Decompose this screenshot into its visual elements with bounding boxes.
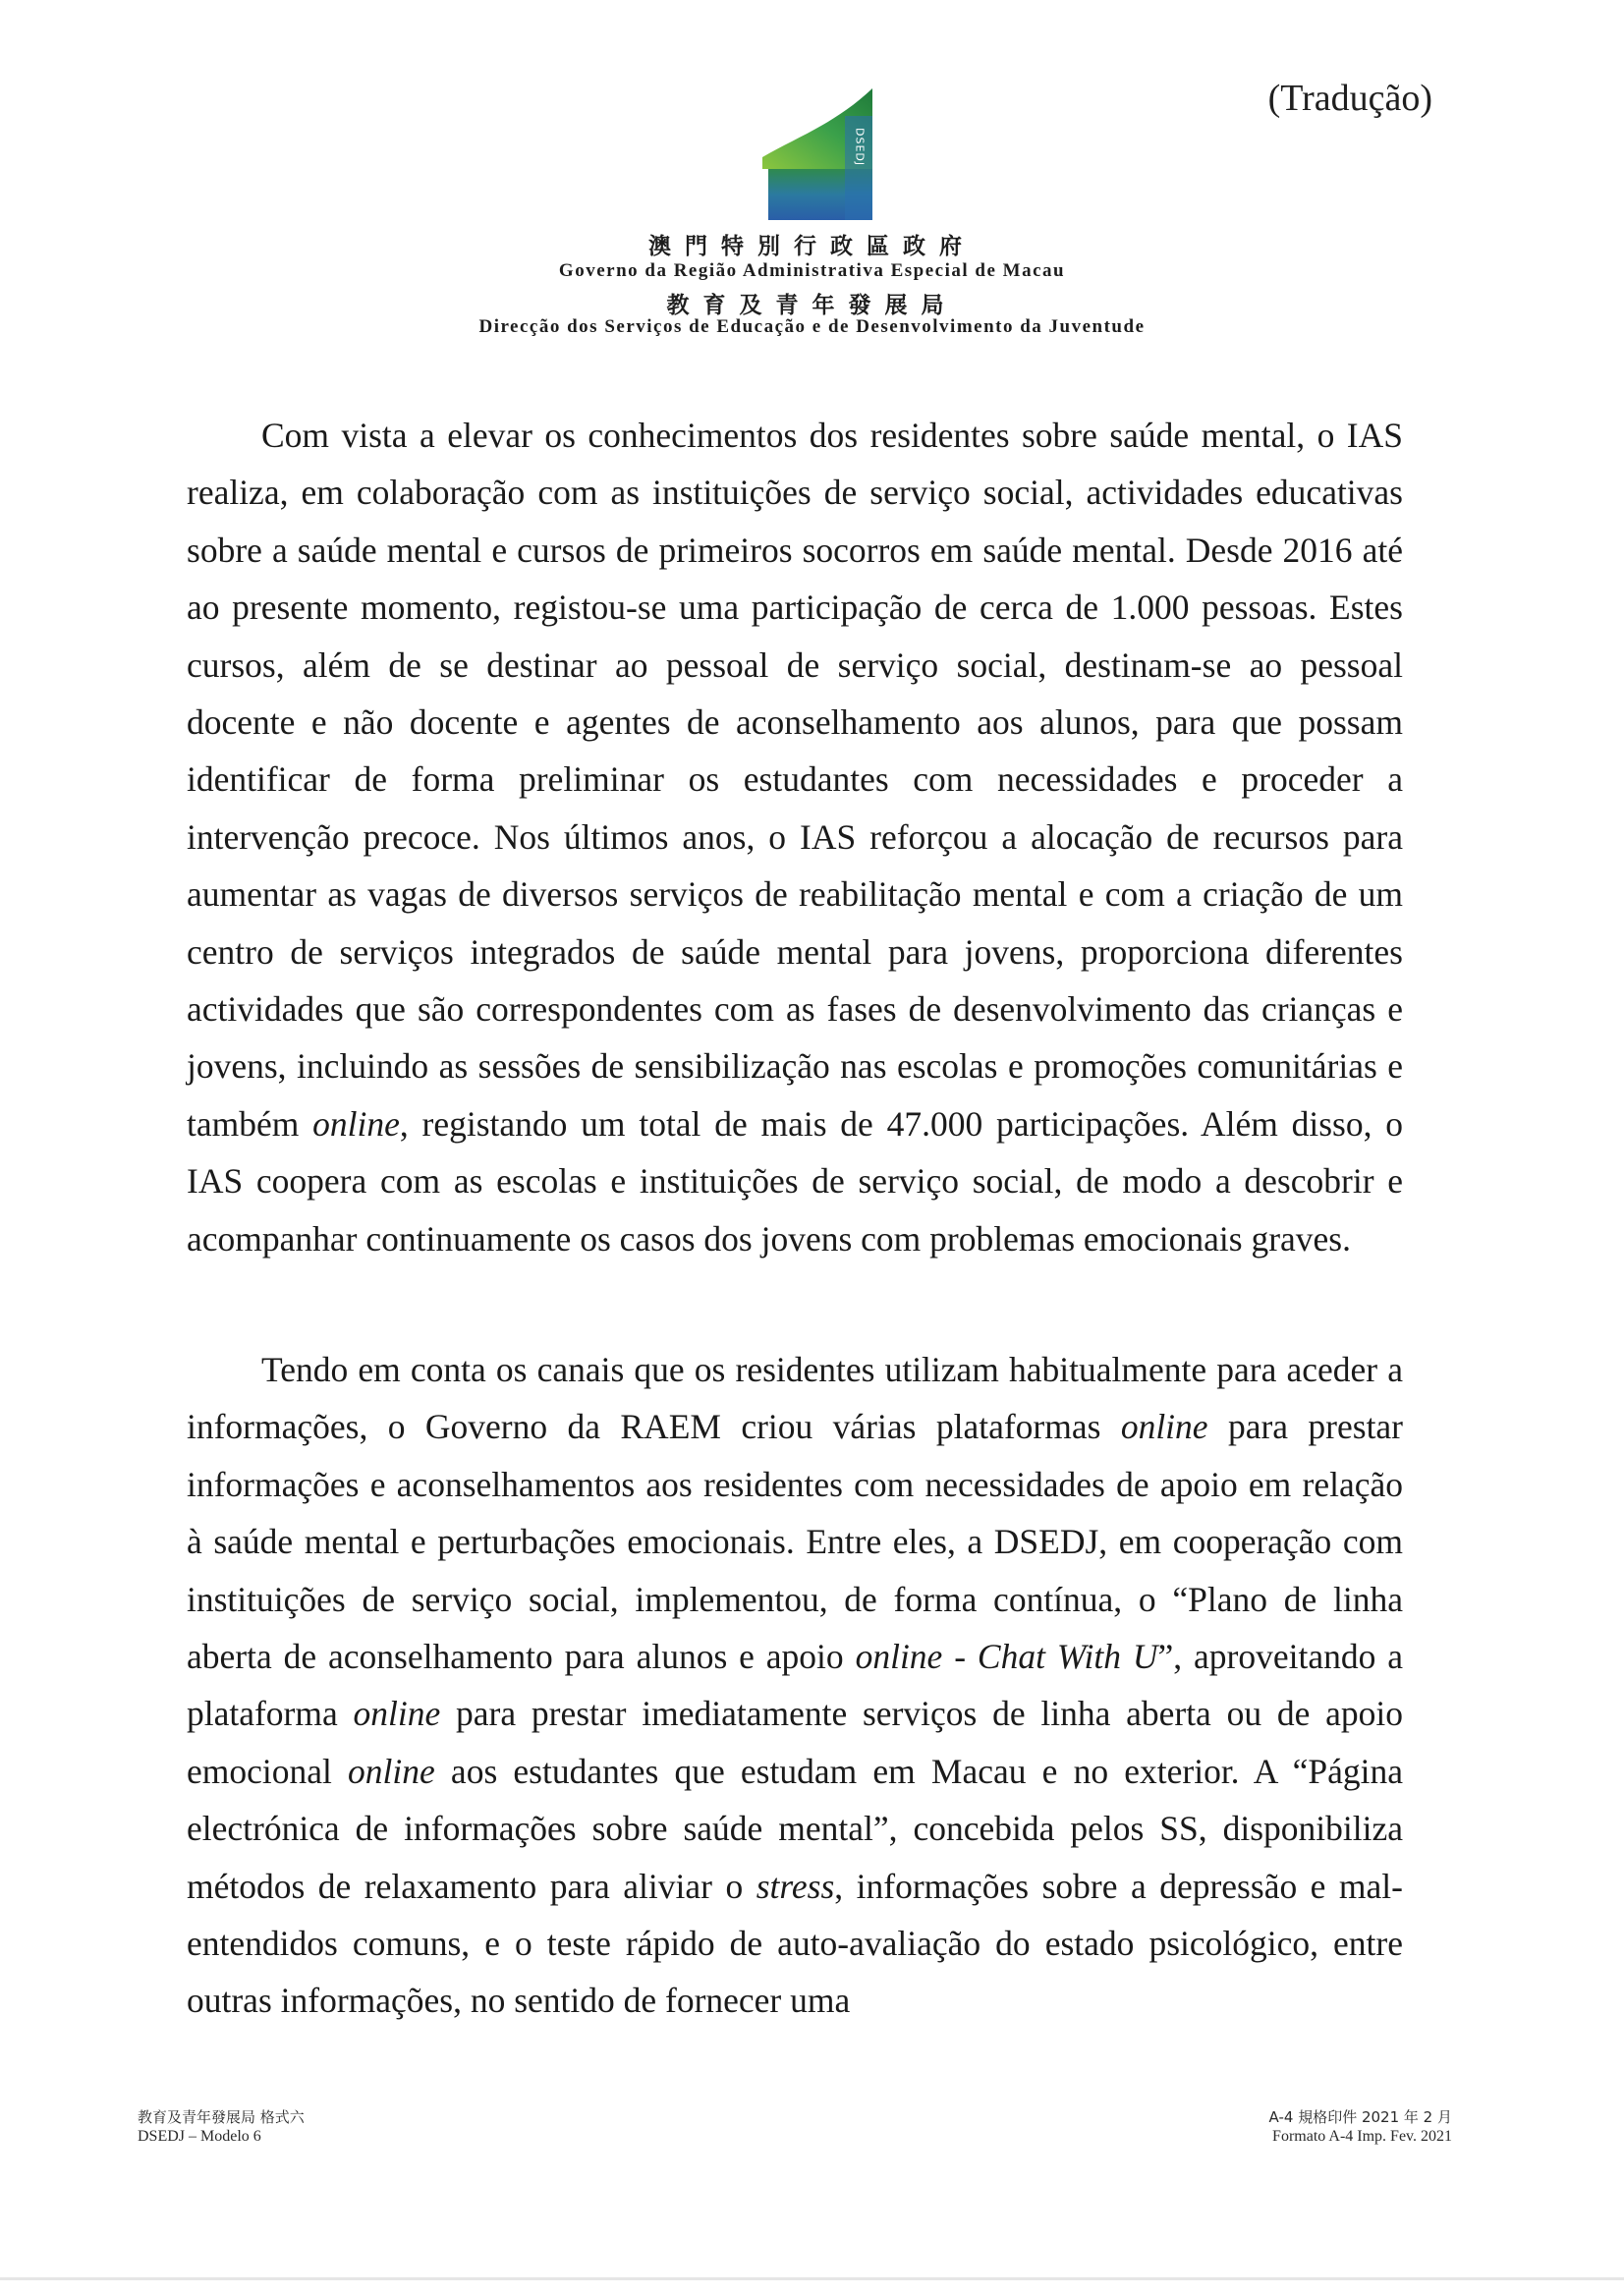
emphasis-stress: stress	[756, 1866, 835, 1906]
footer-left	[138, 2107, 305, 2147]
emphasis-online: online	[353, 1694, 441, 1734]
footer-format-chinese: A-4 規格印件 2021 年 2 月	[1268, 2108, 1452, 2126]
paragraph-2-text-a: Tendo em conta os canais que os residentes utilizam habitualmente para aceder a informações, o Governo da RAEM criou várias plataformas	[187, 1350, 1403, 1447]
government-name-portuguese: Governo da Região Administrativa Especial de Macau	[558, 260, 1066, 281]
paragraph-1	[187, 407, 1403, 1267]
department-name-chinese: 教育及青年發展局	[666, 293, 958, 318]
government-name-chinese: 澳門特別行政區政府	[648, 234, 976, 259]
paragraph-2-text	[187, 1341, 1403, 2030]
emphasis-online: online	[348, 1751, 435, 1791]
paragraph-2-text-c: ”, aproveitando a plataforma	[187, 1637, 1403, 1734]
paragraph-2-text-d: para prestar imediatamente serviços de linha aberta ou de apoio emocional	[187, 1694, 1403, 1791]
paragraph-2	[187, 1341, 1403, 2030]
emphasis-online: online	[1120, 1407, 1208, 1447]
footer-format-portuguese: Formato A-4 Imp. Fev. 2021	[1272, 2128, 1452, 2145]
footer-form-portuguese: DSEDJ – Modelo 6	[138, 2128, 261, 2145]
paragraph-2-text-e: aos estudantes que estudam em Macau e no exterior. A “Página electrónica de informações sobre saúde mental”, concebida pelos SS, disponibiliza métodos de relaxamento para aliviar o	[187, 1751, 1403, 1906]
paragraph-1-text	[187, 407, 1403, 1267]
paragraph-1-text-a: Com vista a elevar os conhecimentos dos residentes sobre saúde mental, o IAS realiza, em colaboração com as instituições de serviço social, actividades educativas sobre a saúde mental e cursos de primeiros socorros em saúde mental. Desde 2016 até ao presente momento, registou-se uma participação de cerca de 1.000 pessoas. Estes cursos, além de se destinar ao pessoal de serviço social, destinam-se ao pessoal docente e não docente e agentes de aconselhamento aos alunos, para que possam identificar de forma preliminar os estudantes com necessidades e proceder a intervenção precoce. Nos últimos anos, o IAS reforçou a alocação de recursos para aumentar as vagas de diversos serviços de reabilitação mental e com a criação de um centro de serviços integrados de saúde mental para jovens, proporciona diferentes actividades que são correspondentes com as fases de desenvolvimento das crianças e jovens, incluindo as sessões de sensibilização nas escolas e promoções comunitárias e também	[187, 416, 1403, 1144]
emphasis-chat-with-u: online - Chat With U	[855, 1637, 1158, 1677]
page-bottom-divider	[0, 2277, 1624, 2280]
paragraph-2-text-b: para prestar informações e aconselhamentos aos residentes com necessidades de apoio em relação à saúde mental e perturbações emocionais. Entre eles, a DSEDJ, em cooperação com instituições de serviço social, implementou, de forma contínua, o “Plano de linha aberta de aconselhamento para alunos e apoio	[187, 1407, 1404, 1677]
logo-text: DSEDJ	[853, 128, 867, 167]
translation-tag: (Tradução)	[1267, 78, 1432, 119]
footer-right	[1269, 2107, 1452, 2147]
footer-form-chinese: 教育及青年發展局 格式六	[138, 2108, 305, 2126]
emphasis-online: online	[312, 1103, 400, 1144]
dsedj-logo	[756, 86, 888, 222]
department-name-portuguese: Direcção dos Serviços de Educação e de Desenvolvimento da Juventude	[478, 316, 1146, 337]
paragraph-1-text-b: , registando um total de mais de 47.000 participações. Além disso, o IAS coopera com as escolas e instituições de serviço social, de modo a descobrir e acompanhar continuamente os casos dos jovens com problemas emocionais graves.	[187, 1103, 1403, 1259]
paragraph-2-text-f: , informações sobre a depressão e mal-entendidos comuns, e o teste rápido de auto-avaliação do estado psicológico, entre outras informações, no sentido de fornecer uma	[187, 1866, 1403, 2021]
